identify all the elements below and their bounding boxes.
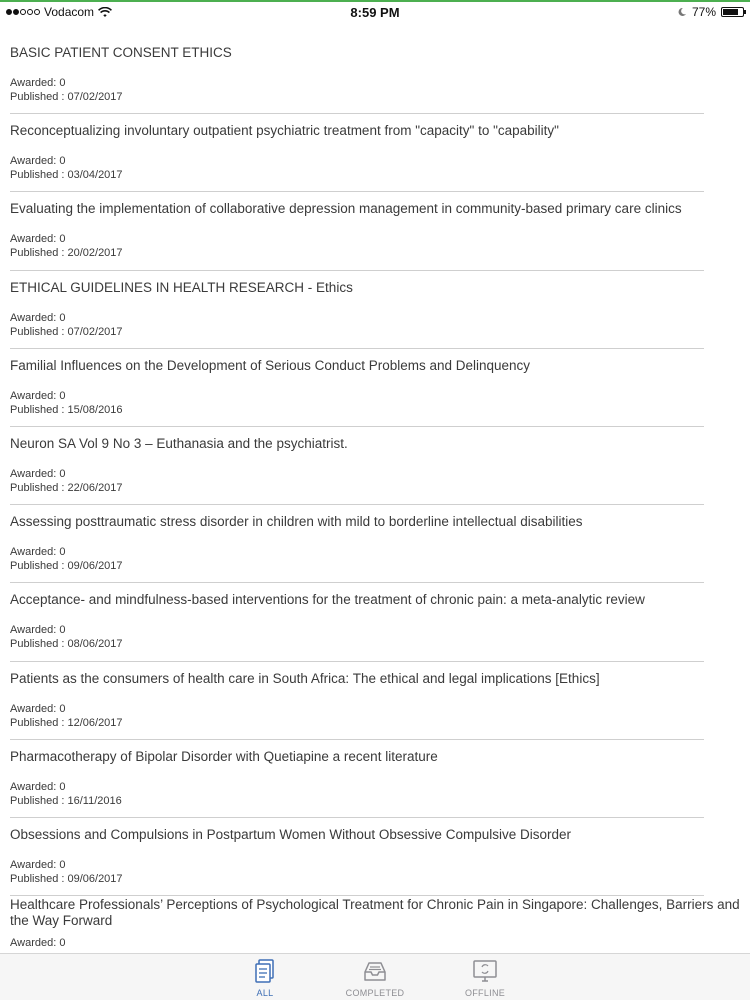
battery-percent: 77%: [691, 5, 716, 19]
documents-icon: [251, 957, 279, 985]
article-title: BASIC PATIENT CONSENT ETHICS: [10, 45, 232, 60]
awarded-count: Awarded: 0: [10, 937, 66, 950]
signal-strength-icon: [6, 9, 40, 15]
list-item[interactable]: [0, 583, 750, 661]
published-date: Published : 09/06/2017: [10, 560, 123, 573]
tab-offline[interactable]: [450, 954, 520, 1000]
status-right: [677, 5, 744, 19]
awarded-count: Awarded: 0: [10, 858, 66, 871]
published-date: Published : 15/08/2016: [10, 403, 123, 416]
wifi-icon: [98, 7, 112, 18]
battery-level-fill: [723, 9, 738, 15]
published-date: Published : 08/06/2017: [10, 638, 123, 651]
published-date: Published : 20/02/2017: [10, 247, 123, 260]
published-date: Published : 12/06/2017: [10, 716, 123, 729]
list-item[interactable]: [0, 740, 750, 818]
article-title: Assessing posttraumatic stress disorder in children with mild to borderline intellectual disabilities: [10, 514, 583, 530]
article-title: Obsessions and Compulsions in Postpartum Women Without Obsessive Compulsive Disorder: [10, 826, 571, 842]
list-item[interactable]: [0, 427, 750, 505]
tab-bar: [0, 953, 750, 1000]
published-date: Published : 07/02/2017: [10, 325, 123, 338]
status-time: 8:59 PM: [350, 4, 400, 20]
awarded-count: Awarded: 0: [10, 546, 66, 559]
do-not-disturb-moon-icon: [677, 7, 687, 17]
awarded-count: Awarded: 0: [10, 233, 66, 246]
awarded-count: Awarded: 0: [10, 780, 66, 793]
list-item[interactable]: [0, 271, 750, 349]
list-item[interactable]: [0, 818, 750, 896]
tab-completed[interactable]: [340, 954, 410, 1000]
list-item[interactable]: [0, 114, 750, 192]
awarded-count: Awarded: 0: [10, 389, 66, 402]
article-title: Reconceptualizing involuntary outpatient psychiatric treatment from "capacity" to "capability": [10, 123, 559, 139]
awarded-count: Awarded: 0: [10, 311, 66, 324]
offline-monitor-icon: [471, 957, 499, 985]
carrier-name: Vodacom: [44, 5, 95, 19]
published-date: Published : 22/06/2017: [10, 481, 123, 494]
tab-offline-label: OFFLINE: [464, 988, 506, 998]
published-date: Published : 09/06/2017: [10, 872, 123, 885]
published-date: Published : 07/02/2017: [10, 91, 123, 103]
article-title: Healthcare Professionals’ Perceptions of Psychological Treatment for Chronic Pain in Singapore: Challenges, Barriers and the Way Forward: [10, 897, 740, 928]
article-title: Neuron SA Vol 9 No 3 – Euthanasia and the psychiatrist.: [10, 435, 348, 451]
list-item[interactable]: [0, 505, 750, 583]
awarded-count: Awarded: 0: [10, 702, 66, 715]
tab-completed-label: COMPLETED: [345, 988, 405, 998]
tab-all[interactable]: [230, 954, 300, 1000]
article-title: ETHICAL GUIDELINES IN HEALTH RESEARCH - Ethics: [10, 279, 353, 295]
inbox-tray-icon: [361, 957, 389, 985]
tab-all-label: ALL: [256, 988, 274, 998]
status-left: [6, 5, 112, 19]
published-date: Published : 16/11/2016: [10, 794, 122, 807]
list-item[interactable]: [0, 349, 750, 427]
article-title: Acceptance- and mindfulness-based interventions for the treatment of chronic pain: a meta-analytic review: [10, 592, 645, 608]
article-title: Pharmacotherapy of Bipolar Disorder with Quetiapine a recent literature: [10, 748, 438, 764]
list-item[interactable]: [0, 662, 750, 740]
list-item[interactable]: [0, 36, 750, 114]
status-bar: [0, 2, 750, 22]
article-title: Familial Influences on the Development of Serious Conduct Problems and Delinquency: [10, 357, 531, 373]
awarded-count: Awarded: 0: [10, 467, 66, 480]
article-title: Patients as the consumers of health care in South Africa: The ethical and legal implications [Ethics]: [10, 670, 600, 686]
list-item[interactable]: [0, 896, 750, 953]
article-list: [0, 36, 750, 953]
published-date: Published : 03/04/2017: [10, 169, 123, 182]
awarded-count: Awarded: 0: [10, 77, 66, 89]
awarded-count: Awarded: 0: [10, 624, 66, 637]
list-item[interactable]: [0, 192, 750, 270]
battery-icon: [721, 7, 744, 17]
awarded-count: Awarded: 0: [10, 155, 66, 168]
article-title: Evaluating the implementation of collaborative depression management in community-based primary care clinics: [10, 201, 682, 217]
